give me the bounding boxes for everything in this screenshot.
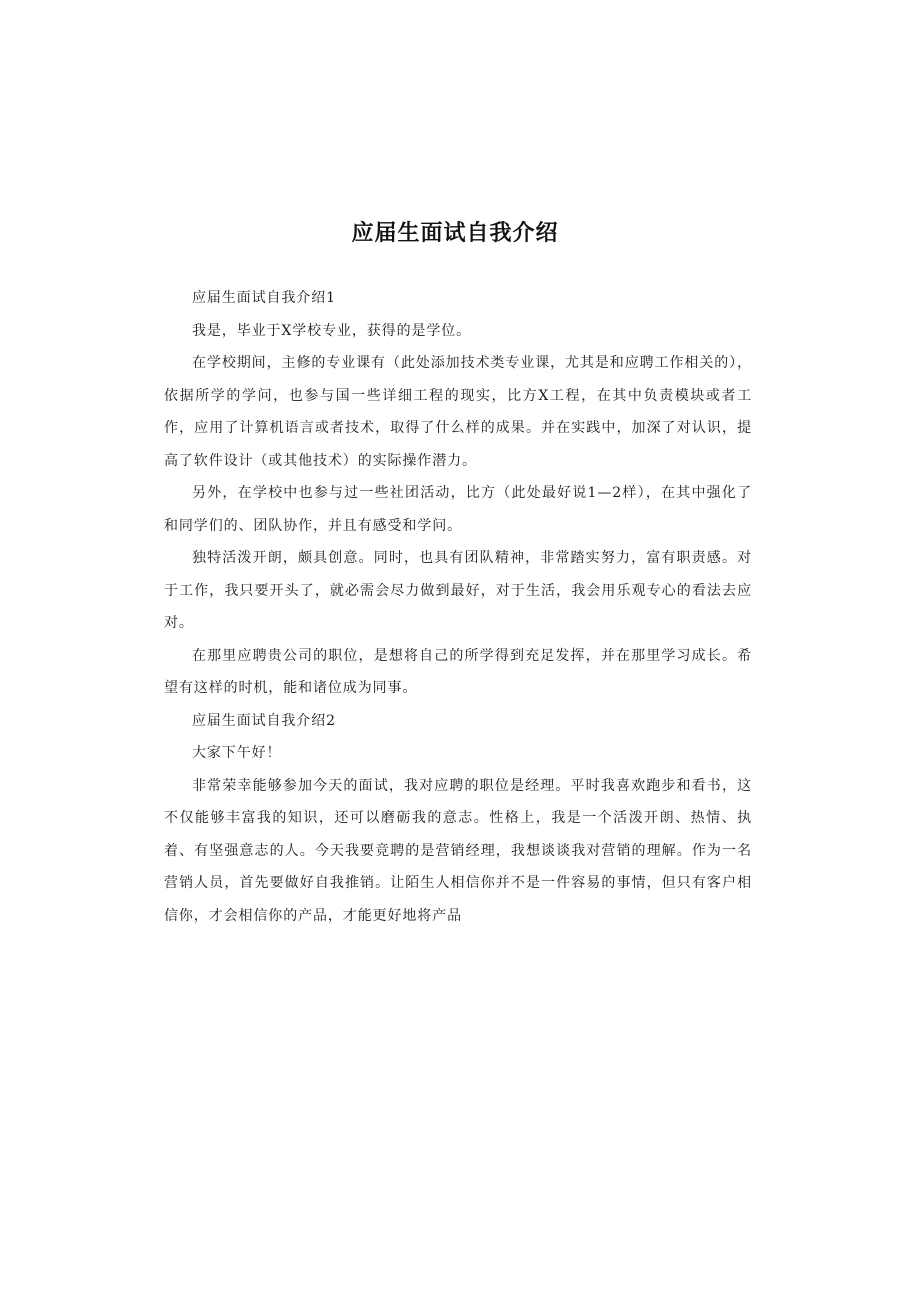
document-title: 应届生面试自我介绍 <box>351 221 559 246</box>
document-body <box>164 282 752 932</box>
paragraph-marketing: 非常荣幸能够参加今天的面试，我对应聘的职位是经理。平时我喜欢跑步和看书，这不仅能够丰富我的知识，还可以磨砺我的意志。性格上，我是一个活泼开朗、热情、执着、有坚强意志的人。今天我要竞聘的是营销经理，我想谈谈我对营销的理解。作为一名营销人员，首先要做好自我推销。让陌生人相信你并不是一件容易的事情，但只有客户相信你，才会相信你的产品，才能更好地将产品 <box>164 777 752 924</box>
paragraph-activities: 另外，在学校中也参与过一些社团活动，比方（此处最好说1—2样），在其中强化了和同学们的、团队协作，并且有感受和学问。 <box>164 485 752 534</box>
paragraph-intro: 我是，毕业于X学校专业，获得的是学位。 <box>192 322 472 339</box>
paragraph-personality: 独特活泼开朗，颇具创意。同时，也具有团队精神，非常踏实努力，富有职责感。对于工作，我只要开头了，就必需会尽力做到最好，对于生活，我会用乐观专心的看法去应对。 <box>164 550 752 631</box>
paragraph-greeting: 大家下午好！ <box>192 745 282 761</box>
paragraph-closing: 在那里应聘贵公司的职位，是想将自己的所学得到充足发挥，并在那里学习成长。希望有这样的时机，能和诸位成为同事。 <box>164 647 752 696</box>
paragraph-study: 在学校期间，主修的专业课有（此处添加技术类专业课，尤其是和应聘工作相关的），依据所学的学问，也参与国一些详细工程的现实，比方X工程，在其中负责模块或者工作，应用了计算机语言或者技术，取得了什么样的成果。并在实践中，加深了对认识，提高了软件设计（或其他技术）的实际操作潜力。 <box>164 355 752 469</box>
section-heading-2: 应届生面试自我介绍2 <box>192 712 336 729</box>
section-heading-1: 应届生面试自我介绍1 <box>192 290 336 306</box>
